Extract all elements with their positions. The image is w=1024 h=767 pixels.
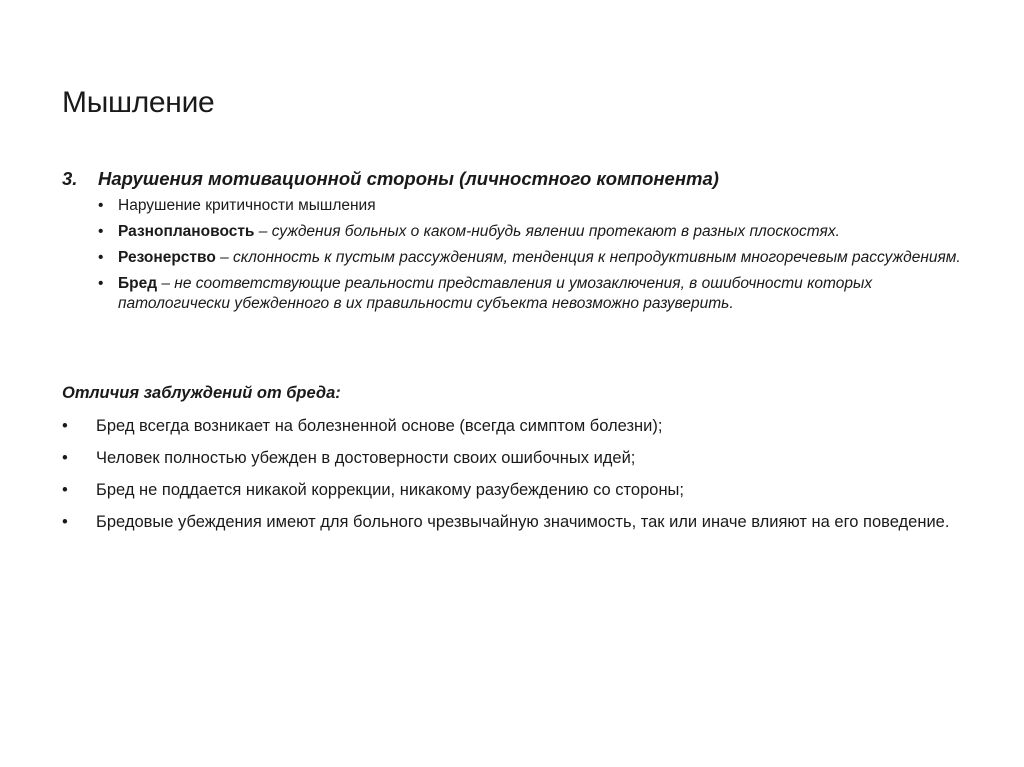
bullet-icon: • bbox=[98, 275, 104, 292]
item-definition: – не соответствующие реальности представления и умозаключения, в ошибочности которых патологически убежденного в их правильности субъекта невозможно разуверить. bbox=[118, 275, 873, 312]
item-text: Бред не поддается никакой коррекции, никакому разубеждению со стороны; bbox=[96, 481, 685, 499]
list-item bbox=[62, 511, 982, 533]
section-list bbox=[62, 196, 982, 314]
item-text: Нарушение критичности мышления bbox=[118, 197, 376, 214]
bullet-icon: • bbox=[98, 197, 104, 214]
bullet-icon: • bbox=[62, 449, 68, 467]
item-definition: – склонность к пустым рассуждениям, тенденция к непродуктивным многоречевым рассуждениям. bbox=[215, 249, 961, 266]
section-number: 3. bbox=[62, 168, 78, 189]
item-text: Бредовые убеждения имеют для больного чрезвычайную значимость, так или иначе влияют на его поведение. bbox=[96, 513, 950, 531]
bullet-icon: • bbox=[62, 513, 68, 531]
item-text: Человек полностью убежден в достоверности своих ошибочных идей; bbox=[96, 449, 636, 467]
list-item bbox=[62, 447, 982, 469]
item-definition: – суждения больных о каком-нибудь явлении протекают в разных плоскостях. bbox=[254, 223, 840, 240]
list-item bbox=[98, 196, 982, 216]
differences-list bbox=[62, 415, 982, 533]
item-text: Бред всегда возникает на болезненной основе (всегда симптом болезни); bbox=[96, 417, 663, 435]
item-term: Бред bbox=[118, 275, 158, 292]
section-heading bbox=[62, 168, 982, 190]
bullet-icon: • bbox=[62, 417, 68, 435]
differences-block bbox=[62, 384, 982, 543]
slide-title: Мышление bbox=[62, 86, 215, 119]
section-motivation bbox=[62, 168, 982, 320]
differences-heading: Отличия заблуждений от бреда: bbox=[62, 384, 341, 402]
list-item bbox=[98, 222, 982, 242]
section-heading-text: Нарушения мотивационной стороны (личностного компонента) bbox=[98, 168, 719, 189]
list-item bbox=[98, 274, 982, 314]
item-term: Разноплановость bbox=[118, 223, 255, 240]
list-item bbox=[62, 479, 982, 501]
bullet-icon: • bbox=[98, 223, 104, 240]
list-item bbox=[62, 415, 982, 437]
bullet-icon: • bbox=[98, 249, 104, 266]
item-term: Резонерство bbox=[118, 249, 216, 266]
bullet-icon: • bbox=[62, 481, 68, 499]
list-item bbox=[98, 248, 982, 268]
